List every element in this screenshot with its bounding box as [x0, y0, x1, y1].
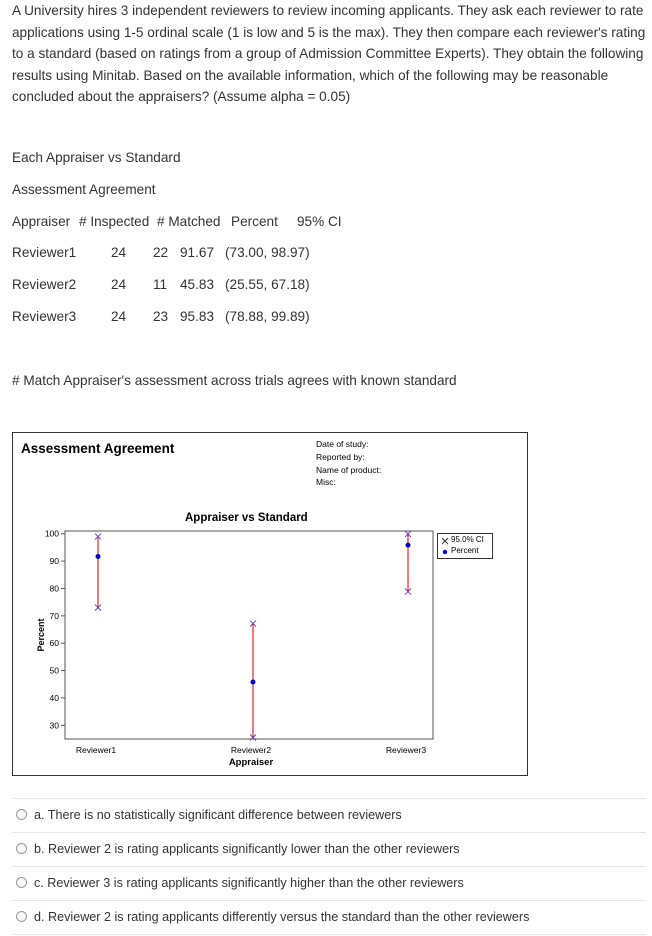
- option-a-label: a. There is no statistically significant difference between reviewers: [34, 808, 402, 822]
- percent-point: [96, 554, 101, 559]
- header-matched: # Matched: [157, 214, 221, 229]
- cell-inspected: 24: [111, 245, 127, 260]
- radio-a[interactable]: [16, 809, 27, 820]
- x-tick-label: Reviewer3: [385, 745, 427, 755]
- percent-point: [406, 543, 411, 548]
- cell-percent: 45.83: [180, 277, 215, 292]
- cell-ci: (78.88, 99.89): [225, 309, 310, 324]
- cell-matched: 23: [153, 309, 169, 324]
- legend-percent-label: Percent: [451, 546, 479, 555]
- cell-matched: 11: [153, 277, 168, 292]
- header-percent: Percent: [231, 214, 278, 229]
- figure-title: Assessment Agreement: [21, 441, 175, 456]
- option-c[interactable]: [12, 866, 646, 900]
- cell-appraiser: Reviewer1: [12, 245, 77, 260]
- x-tick-label: Reviewer1: [75, 745, 117, 755]
- plot-frame: [65, 531, 433, 739]
- cell-ci: (25.55, 67.18): [225, 277, 310, 292]
- meta-date: Date of study:: [316, 439, 369, 449]
- y-axis-label: Percent: [36, 618, 46, 652]
- cell-ci: (73.00, 98.97): [225, 245, 310, 260]
- option-c-label: c. Reviewer 3 is rating applicants significantly higher than the other reviewers: [34, 876, 464, 890]
- header-ci: 95% CI: [297, 214, 342, 229]
- cell-inspected: 24: [111, 309, 127, 324]
- option-b[interactable]: [12, 832, 646, 866]
- chart-title: Appraiser vs Standard: [185, 512, 308, 524]
- footnote: # Match Appraiser's assessment across trials agrees with known standard: [12, 373, 457, 388]
- option-b-label: b. Reviewer 2 is rating applicants significantly lower than the other reviewers: [34, 842, 460, 856]
- legend-ci-marker-icon: [441, 537, 449, 545]
- meta-misc: Misc:: [316, 477, 336, 488]
- header-inspected: # Inspected: [79, 214, 150, 229]
- radio-c[interactable]: [16, 877, 27, 888]
- y-tick-label: 30: [49, 720, 59, 731]
- question-text: A University hires 3 independent reviewers to review incoming applicants. They ask each reviewer to rate applications using 1-5 ordinal scale (1 is low and 5 is the max). They then compare each reviewer's rating to a standard (based on ratings from a group of Admission Committee Experts). They obtain the following results using Minitab. Based on the available information, which of the following may be reasonable concluded about the appraisers? (Assume alpha = 0.05): [12, 3, 646, 104]
- y-tick-label: 40: [49, 692, 59, 703]
- header-appraiser: Appraiser: [12, 214, 71, 229]
- x-axis-label: Appraiser: [228, 757, 274, 768]
- radio-d[interactable]: [16, 911, 27, 922]
- radio-b[interactable]: [16, 843, 27, 854]
- cell-appraiser: Reviewer3: [12, 309, 77, 324]
- y-tick-label: 50: [49, 665, 59, 676]
- chart-plot: [13, 433, 527, 775]
- y-tick-label: 60: [49, 638, 59, 649]
- assessment-agreement-figure: [12, 432, 528, 776]
- y-tick-label: 80: [49, 583, 59, 594]
- section-title: Each Appraiser vs Standard: [12, 150, 181, 165]
- cell-matched: 22: [153, 245, 169, 260]
- legend-ci-label: 95.0% CI: [451, 535, 484, 544]
- cell-percent: 91.67: [180, 245, 215, 260]
- cell-inspected: 24: [111, 277, 127, 292]
- percent-point: [251, 679, 256, 684]
- y-tick-label: 90: [49, 556, 59, 567]
- y-tick-label: 70: [49, 610, 59, 621]
- meta-reported: Reported by:: [316, 451, 365, 462]
- option-d-label: d. Reviewer 2 is rating applicants differently versus the standard than the other reviewers: [34, 910, 530, 924]
- subsection-title: Assessment Agreement: [12, 182, 156, 197]
- option-d[interactable]: [12, 900, 646, 935]
- option-a[interactable]: [12, 798, 646, 832]
- legend-percent-dot-icon: [442, 549, 448, 555]
- cell-percent: 95.83: [180, 309, 215, 324]
- chart-legend: [437, 533, 493, 559]
- answer-options: [12, 798, 646, 935]
- meta-product: Name of product:: [316, 464, 382, 475]
- y-tick-label: 100: [44, 528, 59, 539]
- x-tick-label: Reviewer2: [230, 745, 272, 755]
- cell-appraiser: Reviewer2: [12, 277, 77, 292]
